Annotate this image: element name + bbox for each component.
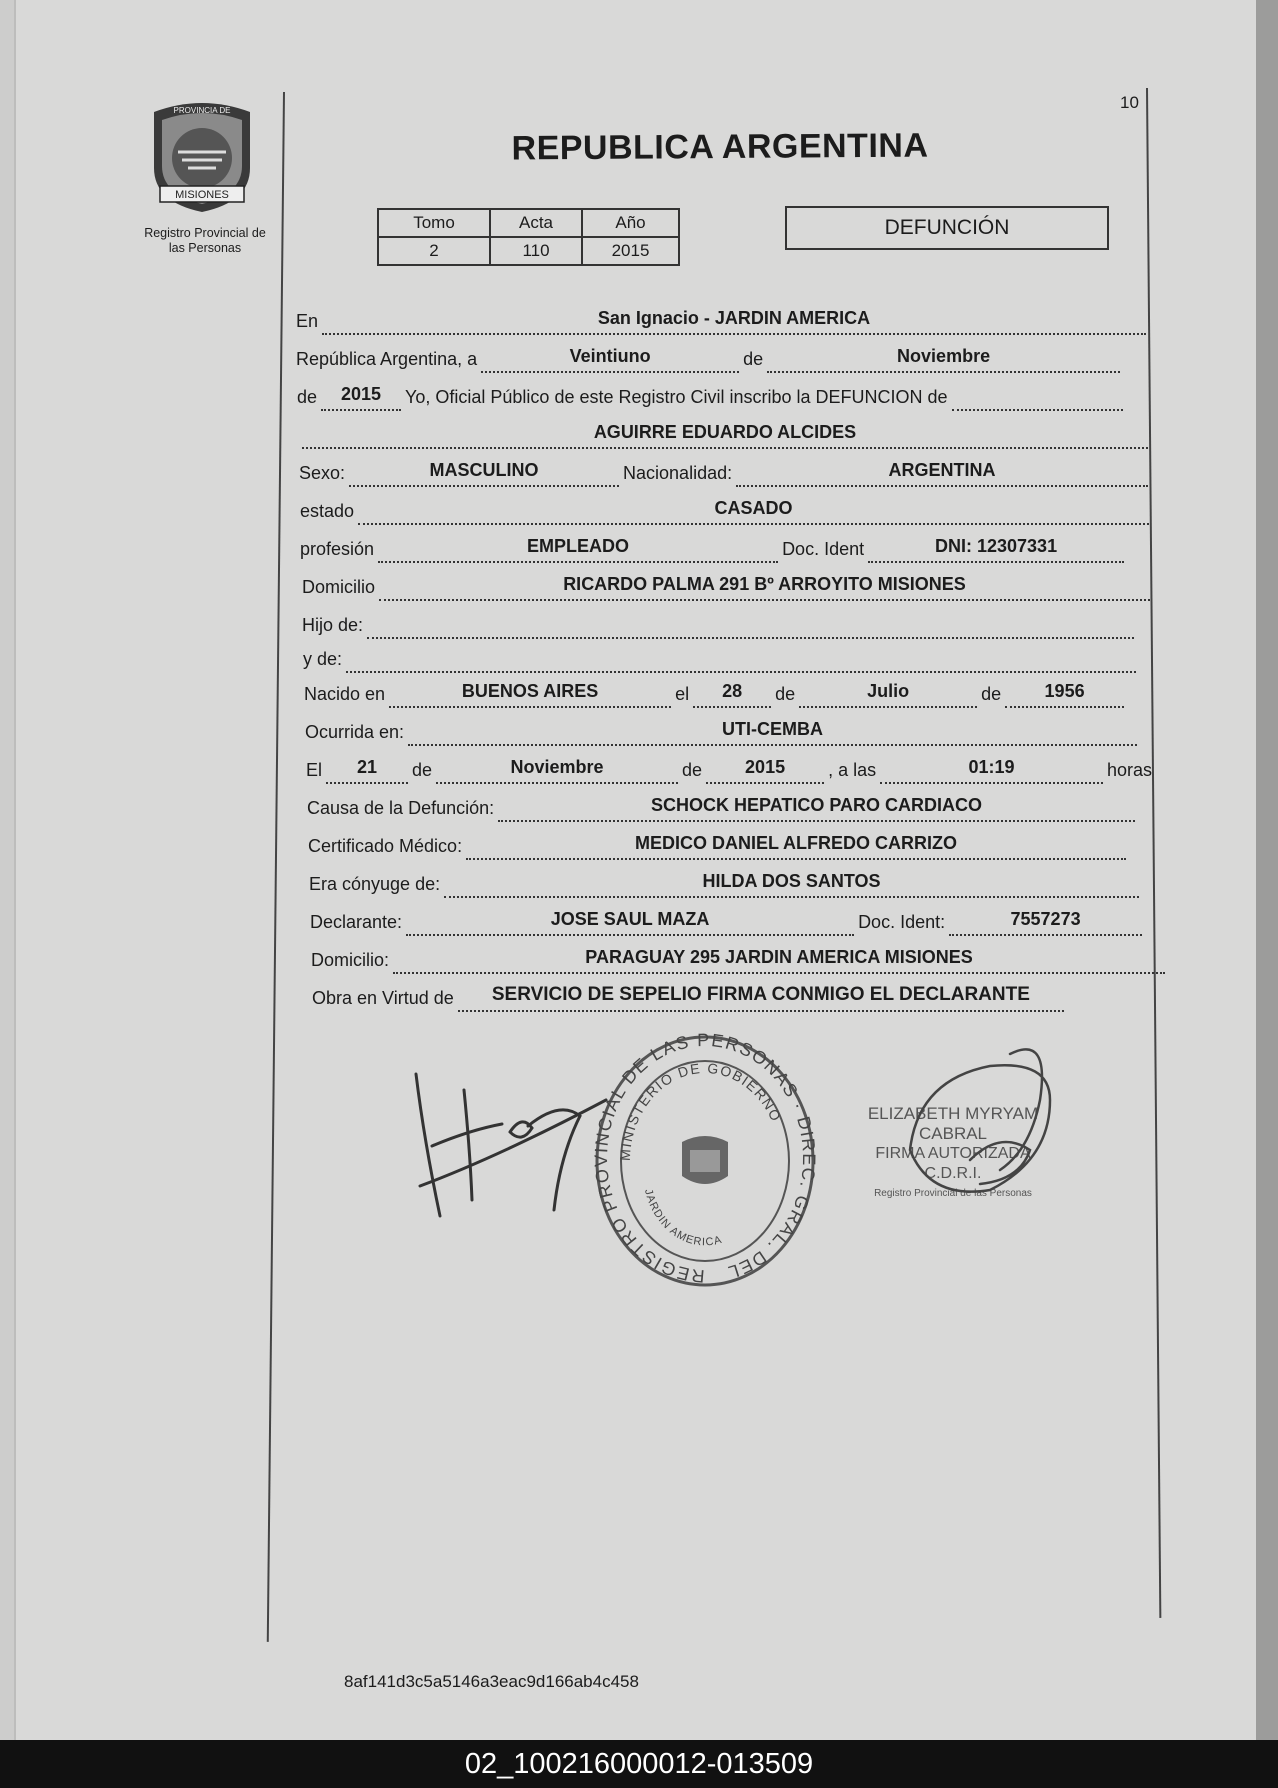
domicilio-value: RICARDO PALMA 291 Bº ARROYITO MISIONES <box>563 574 966 594</box>
y-de-line <box>346 643 1136 673</box>
page-number: 10 <box>1120 93 1139 112</box>
record-value-row <box>378 237 679 265</box>
death-time-value: 01:19 <box>968 757 1015 777</box>
scan-id: 02_100216000012-013509 <box>464 1748 814 1780</box>
death-day-line <box>326 754 408 784</box>
hijo-label: Hijo de: <box>302 615 364 635</box>
field-conyuge <box>309 868 1143 898</box>
field-sexo <box>299 457 1152 487</box>
domicilio-line <box>379 571 1150 601</box>
ocurrida-line <box>408 716 1137 746</box>
death-month-line <box>436 754 678 784</box>
death-year-line <box>706 754 824 784</box>
el-de2-label: de <box>682 760 703 780</box>
domicilio2-value: PARAGUAY 295 JARDIN AMERICA MISIONES <box>585 947 973 967</box>
y-de-label: y de: <box>303 649 343 669</box>
anio-value: 2015 <box>582 237 679 265</box>
dni-value: DNI: 12307331 <box>935 536 1058 556</box>
nacido-de-label: de <box>775 684 796 704</box>
el-de-label: de <box>412 760 433 780</box>
record-type-box: DEFUNCIÓN <box>785 206 1109 250</box>
nacionalidad-label: Nacionalidad: <box>623 463 733 483</box>
day-line <box>481 343 739 373</box>
field-el <box>306 754 1152 784</box>
en-line <box>322 305 1146 335</box>
official-office: Registro Provincial de las Personas <box>874 1188 1032 1199</box>
conyuge-line <box>444 868 1139 898</box>
sexo-line <box>349 457 619 487</box>
birth-day-value: 28 <box>722 681 743 701</box>
domicilio2-line <box>393 944 1165 974</box>
declarante-doc-line <box>949 906 1142 936</box>
death-month-value: Noviembre <box>510 757 604 777</box>
field-obra <box>312 982 1068 1012</box>
ocurrida-value: UTI-CEMBA <box>722 719 824 739</box>
field-ocurrida <box>305 716 1141 746</box>
field-estado <box>300 495 1153 525</box>
profesion-label: profesión <box>300 539 375 559</box>
document-title: REPUBLICA ARGENTINA <box>511 126 929 168</box>
birth-month-value: Julio <box>867 681 910 701</box>
domicilio-label: Domicilio <box>302 577 376 597</box>
causa-value: SCHOCK HEPATICO PARO CARDIACO <box>651 795 983 815</box>
inscription-line <box>952 381 1123 411</box>
domicilio2-label: Domicilio: <box>311 950 390 970</box>
field-declarante <box>310 906 1146 936</box>
a-las-label: , a las <box>828 760 877 780</box>
hijo-line <box>367 609 1134 639</box>
birthplace-value: BUENOS AIRES <box>461 681 599 701</box>
field-profesion <box>300 533 1128 563</box>
ocurrida-label: Ocurrida en: <box>305 722 405 742</box>
field-domicilio <box>302 571 1154 601</box>
causa-line <box>498 792 1135 822</box>
nacido-label: Nacido en <box>304 684 386 704</box>
birth-day-line <box>693 678 771 708</box>
day-value: Veintiuno <box>569 346 651 366</box>
tomo-value: 2 <box>378 237 490 265</box>
year-line <box>321 381 401 411</box>
official-code: C.D.R.I. <box>924 1165 982 1182</box>
birth-month-line <box>799 678 977 708</box>
doc-ident-label: Doc. Ident <box>782 539 865 559</box>
obra-line <box>458 982 1064 1012</box>
nombre-line <box>302 419 1148 449</box>
birth-year-value: 1956 <box>1044 681 1085 701</box>
certificado-value: MEDICO DANIEL ALFREDO CARRIZO <box>635 833 958 853</box>
republica-de-label: de <box>743 349 764 369</box>
nacido-de2-label: de <box>981 684 1002 704</box>
field-certificado <box>308 830 1130 860</box>
causa-label: Causa de la Defunción: <box>307 798 495 818</box>
official-signature <box>900 1040 1080 1210</box>
field-y-de <box>303 643 1140 673</box>
obra-value: SERVICIO DE SEPELIO FIRMA CONMIGO EL DECLARANTE <box>491 984 1030 1005</box>
nacido-el-label: el <box>675 684 690 704</box>
republica-label: República Argentina, a <box>296 349 478 369</box>
field-causa <box>307 792 1139 822</box>
conyuge-value: HILDA DOS SANTOS <box>702 871 881 891</box>
deceased-name: AGUIRRE EDUARDO ALCIDES <box>593 422 857 442</box>
year-de-label: de <box>297 387 318 407</box>
nacionalidad-value: ARGENTINA <box>888 460 996 480</box>
acta-header: Acta <box>490 209 582 237</box>
doc-ident-line <box>868 533 1124 563</box>
field-republica <box>296 343 1124 373</box>
field-hijo <box>302 609 1138 639</box>
province-crest-logo <box>148 98 256 214</box>
record-header-row <box>378 209 679 237</box>
scan-id-band <box>0 1740 1278 1788</box>
svg-text:REGISTRO PROVINCIAL DE LAS PER: REGISTRO PROVINCIAL DE LAS PERSONAS · DIREC. GRAL. DEL <box>590 1030 820 1287</box>
estado-label: estado <box>300 501 355 521</box>
en-label: En <box>296 311 319 331</box>
sexo-label: Sexo: <box>299 463 346 483</box>
record-table <box>377 208 680 266</box>
death-day-value: 21 <box>357 757 378 777</box>
official-role: FIRMA AUTORIZADA <box>875 1145 1031 1162</box>
profesion-value: EMPLEADO <box>527 536 630 556</box>
official-stamp <box>590 1030 820 1292</box>
tomo-header: Tomo <box>378 209 490 237</box>
inscription-text: Yo, Oficial Público de este Registro Civil inscribo la DEFUNCION de <box>405 387 948 407</box>
birthplace-line <box>389 678 671 708</box>
profesion-line <box>378 533 778 563</box>
declarante-label: Declarante: <box>310 912 403 932</box>
declarante-doc-value: 7557273 <box>1010 909 1081 929</box>
svg-text:PROVINCIA DE: PROVINCIA DE <box>173 106 231 115</box>
anio-header: Año <box>582 209 679 237</box>
field-domicilio-declarante <box>311 944 1169 974</box>
registry-line-1: Registro Provincial de <box>144 226 266 240</box>
declarante-value: JOSE SAUL MAZA <box>550 909 710 929</box>
horas-label: horas <box>1106 760 1152 780</box>
declarante-doc-label: Doc. Ident: <box>858 912 946 932</box>
estado-line <box>358 495 1149 525</box>
svg-text:JARDIN AMERICA: JARDIN AMERICA <box>642 1187 724 1249</box>
registry-line-2: las Personas <box>168 241 242 255</box>
estado-value: CASADO <box>714 498 793 518</box>
nacionalidad-line <box>736 457 1148 487</box>
certificado-label: Certificado Médico: <box>308 836 463 856</box>
death-time-line <box>880 754 1103 784</box>
year-value: 2015 <box>341 384 382 404</box>
en-value: San Ignacio - JARDIN AMERICA <box>597 308 871 328</box>
declarant-signature <box>410 1060 620 1230</box>
field-nombre <box>298 419 1152 449</box>
page-edge <box>1256 0 1278 1740</box>
declarante-line <box>406 906 854 936</box>
field-nacido <box>304 678 1128 708</box>
acta-value: 110 <box>490 237 582 265</box>
svg-text:MISIONES: MISIONES <box>175 189 229 201</box>
month-value: Noviembre <box>897 346 991 366</box>
death-year-value: 2015 <box>745 757 786 777</box>
certificado-line <box>466 830 1126 860</box>
obra-label: Obra en Virtud de <box>312 988 454 1008</box>
document-hash: 8af141d3c5a5146a3eac9d166ab4c458 <box>344 1672 639 1691</box>
registry-name <box>120 226 290 256</box>
official-name: ELIZABETH MYRYAM CABRAL <box>867 1104 1039 1143</box>
birth-year-line <box>1005 678 1124 708</box>
field-year <box>297 381 1127 411</box>
field-en <box>296 305 1150 335</box>
conyuge-label: Era cónyuge de: <box>309 874 441 894</box>
el-label: El <box>306 760 323 780</box>
month-line <box>767 343 1120 373</box>
sexo-value: MASCULINO <box>429 460 539 480</box>
svg-text:MINISTERIO DE GOBIERNO: MINISTERIO DE GOBIERNO <box>616 1059 785 1162</box>
